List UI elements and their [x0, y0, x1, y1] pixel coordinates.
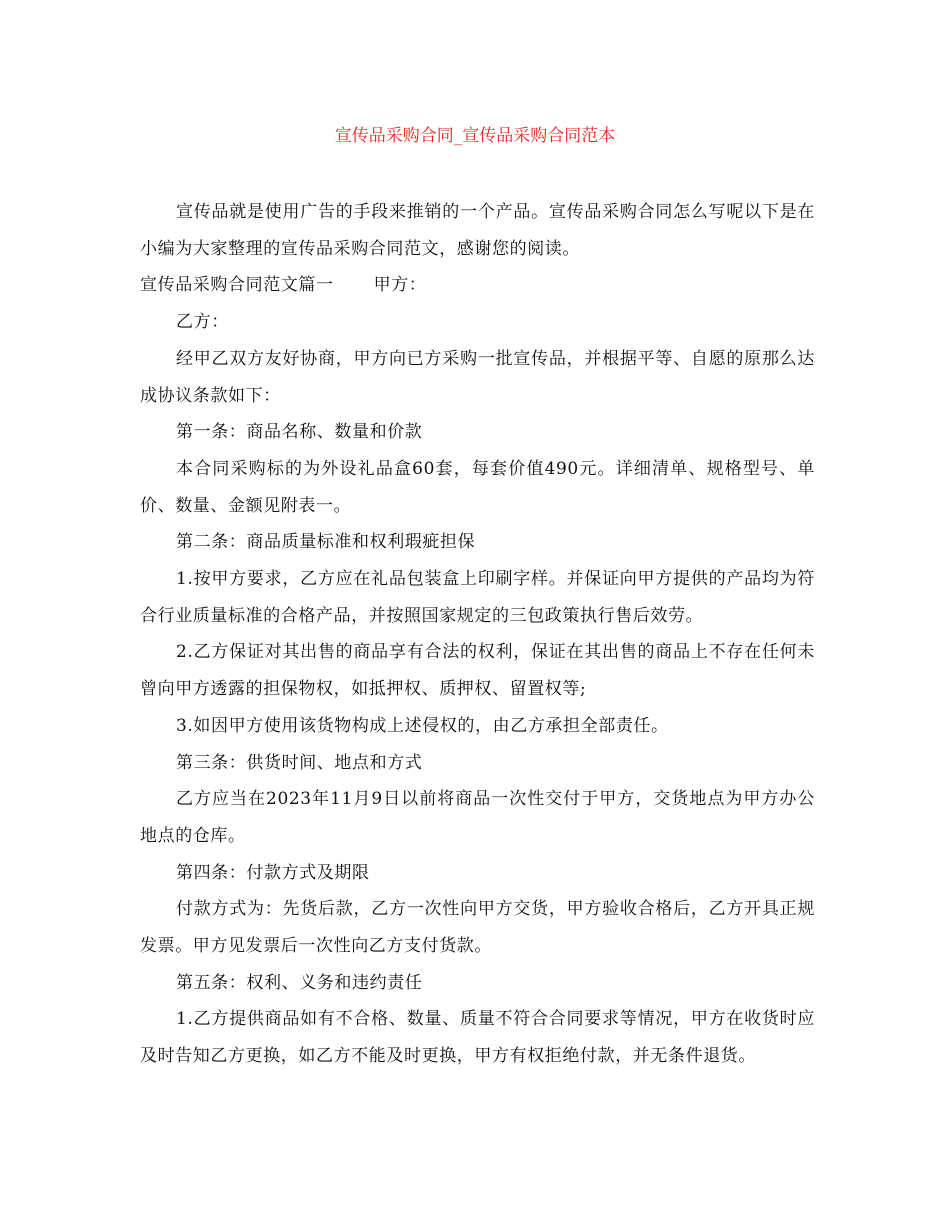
article4-title: 第四条：付款方式及期限 — [176, 862, 370, 883]
article2-item1: 1.按甲方要求，乙方应在礼品包装盒上印刷字样。并保证向甲方提供的产品均为符合行业质量标准的合格产品，并按照国家规定的三包政策执行售后效劳。 — [140, 569, 815, 626]
preamble-paragraph: 经甲乙双方友好协商，甲方向已方采购一批宣传品，并根据平等、自愿的原那么达成协议条款如下： — [140, 348, 815, 406]
article5-title: 第五条：权利、义务和违约责任 — [176, 972, 423, 993]
document-title: 宣传品采购合同_宣传品采购合同范本 — [334, 126, 616, 146]
intro-paragraph: 宣传品就是使用广告的手段来推销的一个产品。宣传品采购合同怎么写呢以下是在小编为大家整理的宣传品采购合同范文，感谢您的阅读。 — [140, 202, 815, 259]
document-body — [140, 194, 815, 1075]
article2-item2: 2.乙方保证对其出售的商品享有合法的权利，保证在其出售的商品上不存在任何未曾向甲方透露的担保物权，如抵押权、质押权、留置权等; — [140, 642, 815, 700]
party-b-label: 乙方： — [176, 312, 229, 333]
section-heading-line — [140, 267, 815, 304]
article5-item1: 1.乙方提供商品如有不合格、数量、质量不符合合同要求等情况，甲方在收货时应及时告知乙方更换，如乙方不能及时更换，甲方有权拒绝付款，并无条件退货。 — [140, 1009, 815, 1067]
article4-text: 付款方式为：先货后款，乙方一次性向甲方交货，甲方验收合格后，乙方开具正规发票。甲方见发票后一次性向乙方支付货款。 — [140, 899, 815, 957]
article3-title: 第三条：供货时间、地点和方式 — [176, 752, 423, 773]
article2-item3: 3.如因甲方使用该货物构成上述侵权的，由乙方承担全部责任。 — [176, 715, 669, 736]
section-heading: 宣传品采购合同范文篇一 — [140, 275, 334, 296]
article2-title: 第二条：商品质量标准和权利瑕疵担保 — [176, 532, 476, 553]
party-a-label: 甲方： — [373, 275, 427, 296]
article3-text: 乙方应当在2023年11月9日以前将商品一次性交付于甲方，交货地点为甲方办公地点的仓库。 — [140, 789, 815, 846]
article1-text: 本合同采购标的为外设礼品盒60套，每套价值490元。详细清单、规格型号、单价、数量、金额见附表一。 — [140, 458, 815, 516]
article1-title: 第一条：商品名称、数量和价款 — [176, 422, 423, 443]
